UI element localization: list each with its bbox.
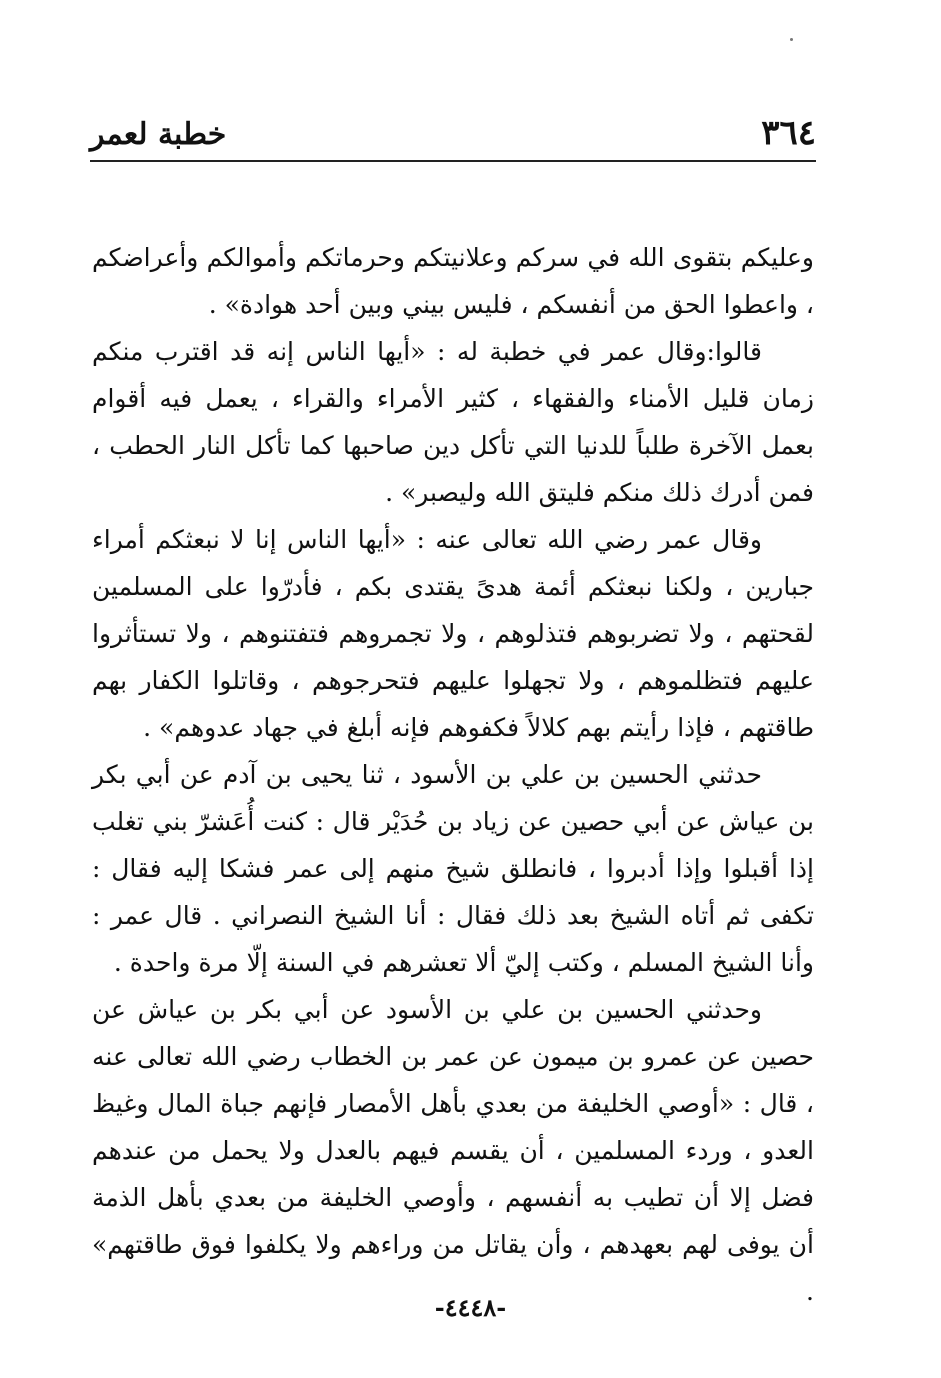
paragraph-1: وعليكم بتقوى الله في سركم وعلانيتكم وحرماتكم وأموالكم وأعراضكم ، واعطوا الحق من أنفسكم ، فليس بيني وبين أحد هوادة» .: [92, 243, 814, 319]
body-text: [92, 234, 814, 1315]
paragraph-5: وحدثني الحسين بن علي بن الأسود عن أبي بكر بن عياش عن حصين عن عمرو بن ميمون عن عمر بن الخطاب رضي الله تعالى عنه ، قال : «أوصي الخليفة من بعدي بأهل الأمصار فإنهم جباة المال وغيظ العدو ، وردء المسلمين ، أن يقسم فيهم بالعدل ولا يحمل من عندهم فضل إلا أن تطيب به أنفسهم ، وأوصي الخليفة من بعدي بأهل الذمة أن يوفى لهم بعهدهم ، وأن يقاتل من وراءهم ولا يكلفوا فوق طاقتهم» .: [92, 995, 814, 1306]
paragraph-2: قالوا:وقال عمر في خطبة له : «أيها الناس إنه قد اقترب منكم زمان قليل الأمناء والفقهاء ، كثير الأمراء والقراء ، يعمل فيه أقوام بعمل الآخرة طلباً للدنيا التي تأكل دين صاحبها كما تأكل النار الحطب ، فمن أدرك ذلك منكم فليتق الله وليصبر» .: [92, 337, 814, 507]
running-title: خطبة لعمر: [90, 117, 227, 152]
scan-speck: [790, 38, 793, 41]
paragraph-4: حدثني الحسين بن علي بن الأسود ، ثنا يحيى بن آدم عن أبي بكر بن عياش عن أبي حصين عن زياد بن حُدَيْر قال : كنت أُعَشرّ بني تغلب إذا أقبلوا وإذا أدبروا ، فانطلق شيخ منهم إلى عمر فشكا إليه فقال : تكفى ثم أتاه الشيخ بعد ذلك فقال : أنا الشيخ النصراني . قال عمر : وأنا الشيخ المسلم ، وكتب إليّ ألا تعشرهم في السنة إلّا مرة واحدة .: [92, 760, 814, 977]
page-number: ٣٦٤: [761, 113, 816, 153]
page-header: [90, 108, 816, 164]
paragraph-3: وقال عمر رضي الله تعالى عنه : «أيها الناس إنا لا نبعثكم أمراء جبارين ، ولكنا نبعثكم أئمة هدىً يقتدى بكم ، فأدرّوا على المسلمين لقحتهم ، ولا تضربوهم فتذلوهم ، ولا تجمروهم فتفتنوهم ، ولا تستأثروا عليهم فتظلموهم ، ولا تجهلوا عليهم فتحرجوهم ، وقاتلوا الكفار بهم طاقتهم ، فإذا رأيتم بهم كلالاً فكفوهم فإنه أبلغ في جهاد عدوهم» .: [92, 525, 814, 742]
footer-page-number: -٤٤٤٨-: [434, 1293, 507, 1322]
header-rule: [90, 160, 816, 162]
